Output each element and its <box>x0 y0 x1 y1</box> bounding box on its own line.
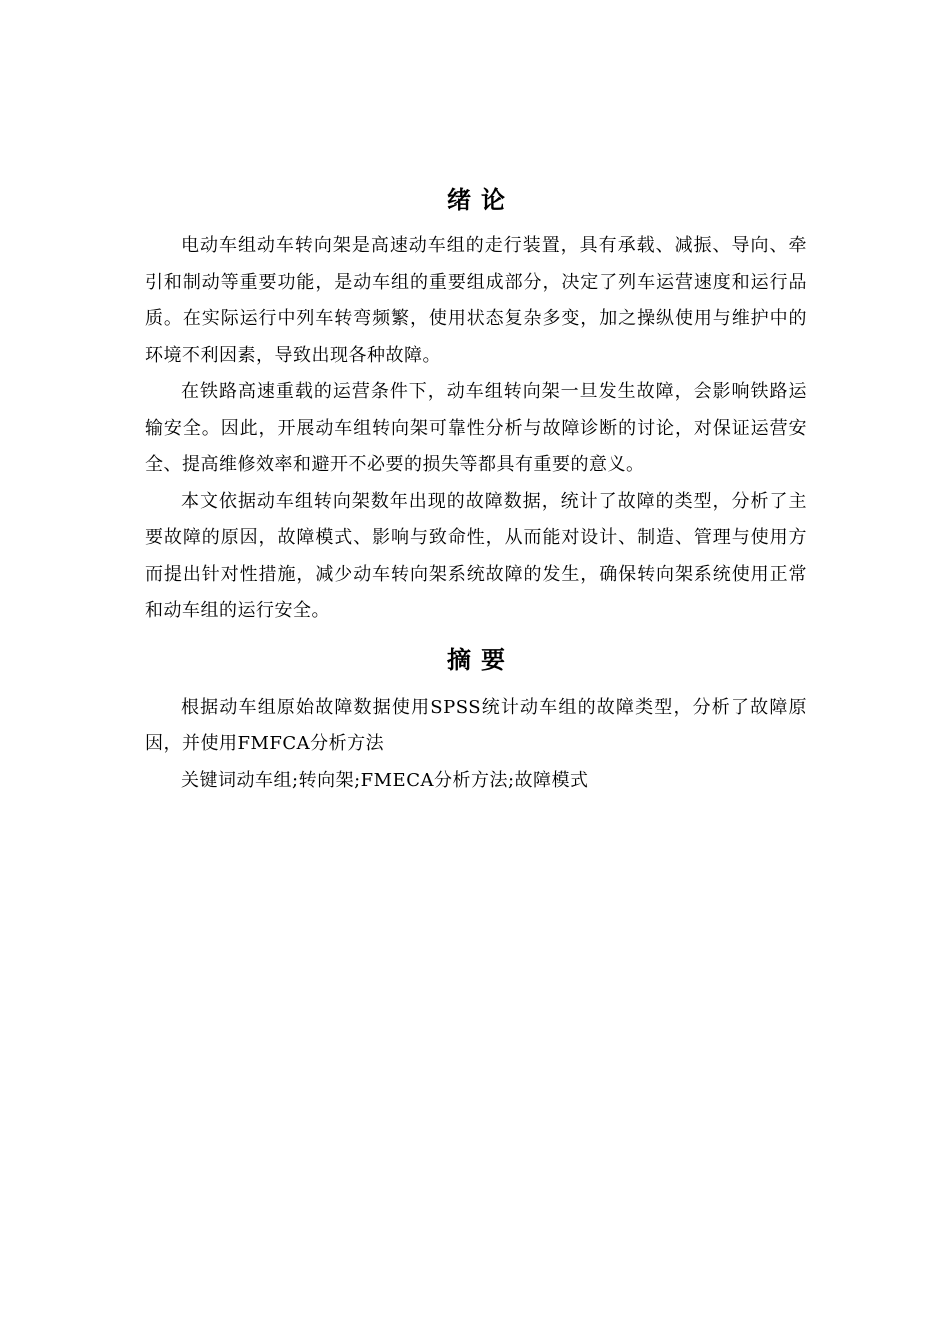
page-content <box>145 180 807 799</box>
introduction-title: 绪论 <box>447 185 515 214</box>
abstract-paragraph-1: 根据动车组原始故障数据使用SPSS统计动车组的故障类型，分析了故障原因，并使用FMFCA分析方法 <box>145 696 807 754</box>
introduction-paragraph-1: 电动车组动车转向架是高速动车组的走行装置，具有承载、减振、导向、牵引和制动等重要功能，是动车组的重要组成部分，决定了列车运营速度和运行品质。在实际运行中列车转弯频繁，使用状态复杂多变，加之操纵使用与维护中的环境不利因素，导致出现各种故障。 <box>145 235 807 366</box>
abstract-title: 摘要 <box>447 644 515 674</box>
abstract-keywords: 关键词动车组;转向架;FMECA分析方法;故障模式 <box>181 769 589 791</box>
introduction-paragraph-3: 本文依据动车组转向架数年出现的故障数据，统计了故障的类型，分析了主要故障的原因，故障模式、影响与致命性，从而能对设计、制造、管理与使用方而提出针对性措施，减少动车转向架系统故障的发生，确保转向架系统使用正常和动车组的运行安全。 <box>145 490 807 621</box>
introduction-paragraph-2: 在铁路高速重载的运营条件下，动车组转向架一旦发生故障，会影响铁路运输安全。因此，开展动车组转向架可靠性分析与故障诊断的讨论，对保证运营安全、提高维修效率和避开不必要的损失等都具有重要的意义。 <box>145 381 807 475</box>
